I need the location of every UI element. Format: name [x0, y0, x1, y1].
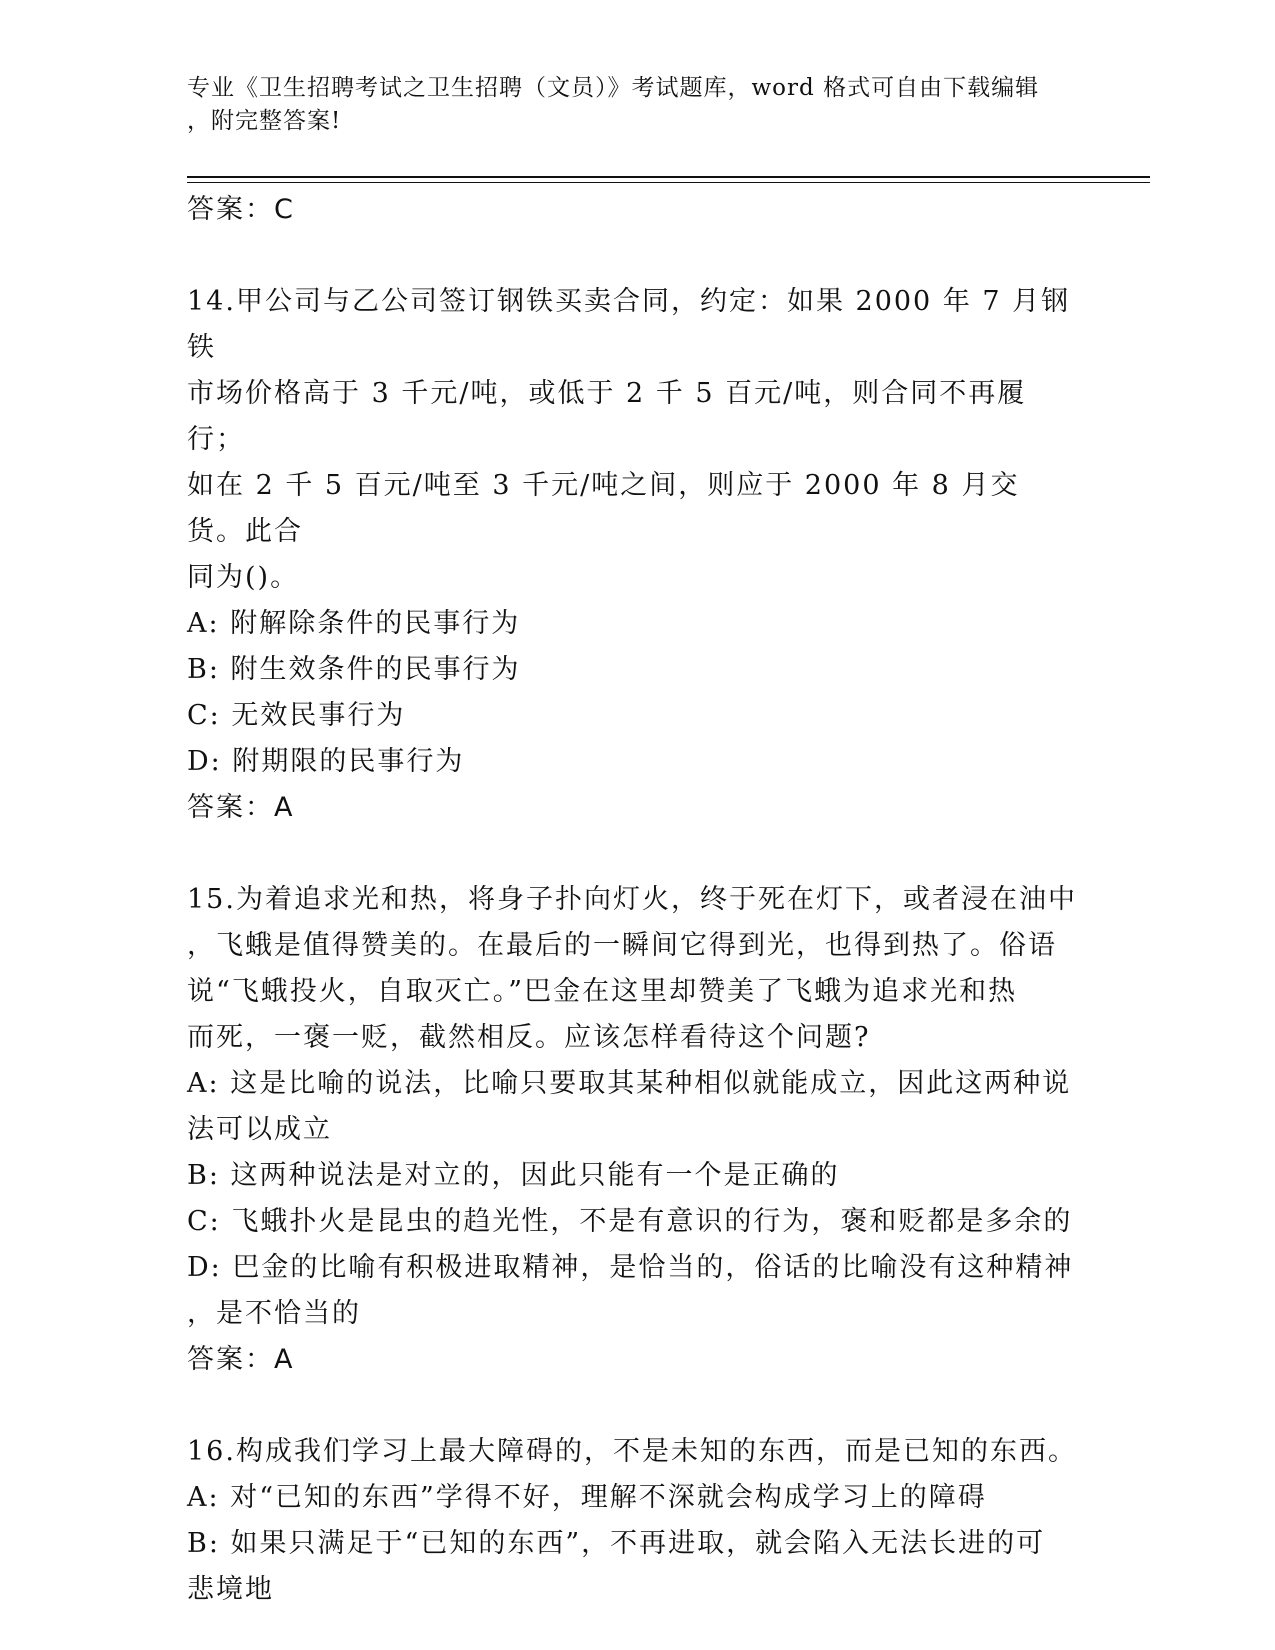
option-d-continued [187, 1291, 1077, 1337]
option-letter: A: [187, 608, 220, 639]
header-rule-thin [187, 182, 1150, 183]
answer-line-prev [187, 187, 1077, 233]
option-letter: A: [187, 1482, 220, 1513]
option-text: 附生效条件的民事行为 [230, 654, 521, 685]
option-d [187, 739, 1077, 785]
page-header [187, 72, 1087, 138]
question-stem-line: 市场价格高于 3 千元/吨，或低于 2 千 5 百元/吨，则合同不再履行； [187, 378, 1027, 455]
answer-line [187, 785, 1077, 831]
question-stem-line: 15.为着追求光和热，将身子扑向灯火，终于死在灯下，或者浸在油中 [187, 884, 1077, 915]
option-text: 法可以成立 [187, 1114, 332, 1145]
option-text: 悲境地 [187, 1574, 274, 1605]
option-a-continued [187, 1107, 1077, 1153]
answer-label: 答案： [187, 792, 274, 823]
question-stem-line: 而死，一褒一贬，截然相反。应该怎样看待这个问题? [187, 1022, 871, 1053]
answer-label: 答案： [187, 1344, 274, 1375]
option-letter: D: [187, 1252, 222, 1283]
option-text: 这两种说法是对立的，因此只能有一个是正确的 [230, 1160, 840, 1191]
question-14 [187, 279, 1077, 831]
option-text: ，是不恰当的 [187, 1298, 361, 1329]
question-stem-line: 同为()。 [187, 562, 300, 593]
option-text: 无效民事行为 [231, 700, 406, 731]
option-c [187, 1199, 1077, 1245]
option-letter: C: [187, 700, 221, 731]
option-b-continued [187, 1567, 1077, 1613]
question-stem-line: 说“飞蛾投火，自取灭亡。”巴金在这里却赞美了飞蛾为追求光和热 [187, 976, 1018, 1007]
spacer [187, 831, 1077, 877]
answer-label: 答案： [187, 194, 274, 225]
option-letter: B: [187, 1160, 220, 1191]
option-text: 附期限的民事行为 [232, 746, 465, 777]
option-letter: A: [187, 1068, 220, 1099]
spacer [187, 1383, 1077, 1429]
option-text: 这是比喻的说法，比喻只要取其某种相似就能成立，因此这两种说 [230, 1068, 1072, 1099]
question-stem-line: 16.构成我们学习上最大障碍的，不是未知的东西，而是已知的东西。 [187, 1436, 1077, 1467]
answer-value: A [274, 792, 295, 823]
option-a [187, 1475, 1077, 1521]
question-15 [187, 877, 1077, 1383]
header-line-2: ，附完整答案! [187, 108, 342, 134]
question-stem-line: 14.甲公司与乙公司签订钢铁买卖合同，约定：如果 2000 年 7 月钢铁 [187, 286, 1071, 363]
option-text: 飞蛾扑火是昆虫的趋光性，不是有意识的行为，褒和贬都是多余的 [231, 1206, 1073, 1237]
option-a [187, 601, 1077, 647]
question-16 [187, 1429, 1077, 1613]
question-content [187, 187, 1077, 1613]
option-text: 巴金的比喻有积极进取精神，是恰当的，俗话的比喻没有这种精神 [232, 1252, 1074, 1283]
option-a [187, 1061, 1077, 1107]
option-letter: C: [187, 1206, 221, 1237]
answer-value: C [274, 194, 295, 225]
option-d [187, 1245, 1077, 1291]
spacer [187, 233, 1077, 279]
option-b [187, 647, 1077, 693]
option-letter: B: [187, 1528, 220, 1559]
answer-value: A [274, 1344, 295, 1375]
question-stem-line: 如在 2 千 5 百元/吨至 3 千元/吨之间，则应于 2000 年 8 月交货。此合 [187, 470, 1020, 547]
option-text: 如果只满足于“已知的东西”，不再进取，就会陷入无法长进的可 [230, 1528, 1046, 1559]
option-b [187, 1521, 1077, 1567]
answer-line [187, 1337, 1077, 1383]
option-c [187, 693, 1077, 739]
header-line-1: 专业《卫生招聘考试之卫生招聘（文员）》考试题库，word 格式可自由下载编辑 [187, 75, 1040, 101]
option-text: 对“已知的东西”学得不好，理解不深就会构成学习上的障碍 [230, 1482, 987, 1513]
option-text: 附解除条件的民事行为 [230, 608, 521, 639]
option-letter: D: [187, 746, 222, 777]
option-letter: B: [187, 654, 220, 685]
question-stem-line: ，飞蛾是值得赞美的。在最后的一瞬间它得到光，也得到热了。俗语 [187, 930, 1057, 961]
header-rule-thick [187, 176, 1150, 178]
option-b [187, 1153, 1077, 1199]
